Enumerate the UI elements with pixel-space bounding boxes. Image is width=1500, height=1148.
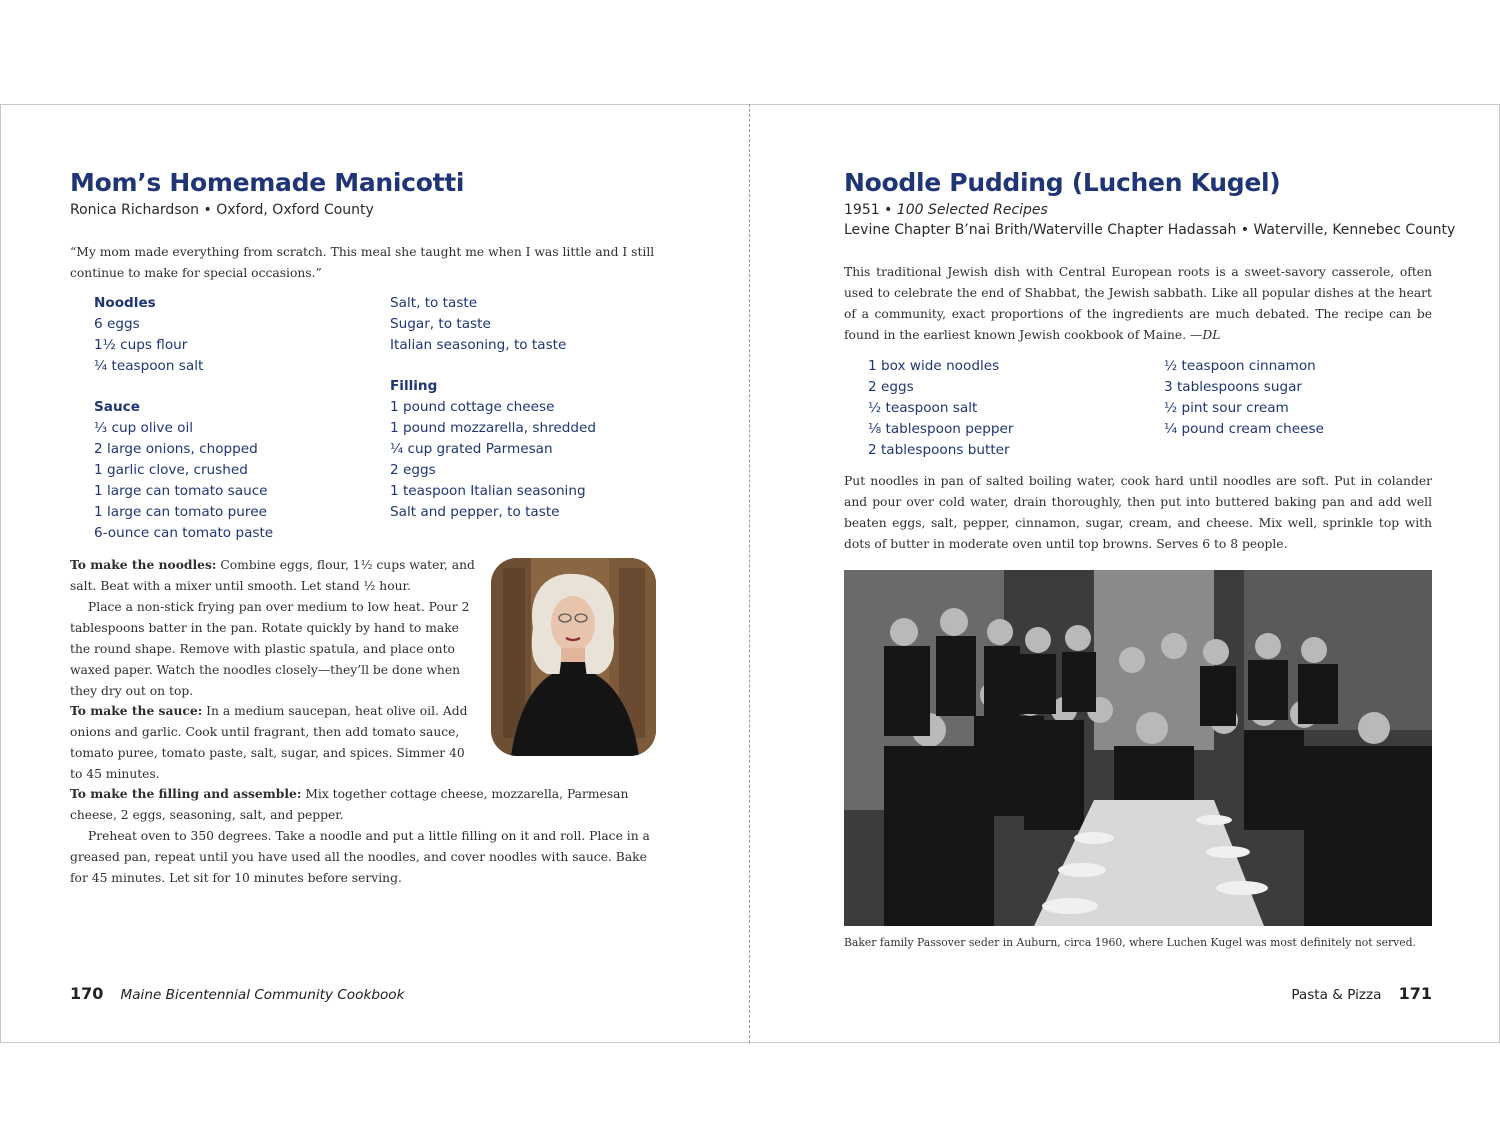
step-filling: To make the filling and assemble: Mix together cottage cheese, mozzarella, Parmesan cheese, 2 eggs, seasoning, salt, and pepper. Preheat oven to 350 degrees. Take a noodle and put a little filling on it and roll. Place in a greased pan, repeat until you have used all the noodles, and cover noodles with sauce. Bake for 45 minutes. Let sit for 10 minutes before serving. <box>70 786 650 885</box>
ingredient-item: ⅛ tablespoon pepper <box>868 421 1014 437</box>
ingredient-item: 1 large can tomato sauce <box>94 483 268 499</box>
sauce-heading: Sauce <box>94 399 140 415</box>
left-page <box>70 104 658 1043</box>
step-noodles: To make the noodles: Combine eggs, flour, 1½ cups water, and salt. Beat with a mixer until smooth. Let stand ½ hour. Place a non-stick frying pan over medium to low heat. Pour 2 tablespoons batter in the pan. Rotate quickly by hand to make the round shape. Remove with plastic spatula, and place onto waxed paper. Watch the noodles closely—they’ll be done when they dry out on top. <box>70 557 475 698</box>
source-title: 100 Selected Recipes <box>896 202 1048 218</box>
recipe-source: 1951 • 100 Selected Recipes <box>844 202 1048 218</box>
section-name: Pasta & Pizza <box>1291 987 1382 1003</box>
ingredient-item: Italian seasoning, to taste <box>390 337 567 353</box>
recipe-byline: Ronica Richardson • Oxford, Oxford County <box>70 202 374 218</box>
ingredients-col-1 <box>94 293 273 544</box>
ingredient-item: 2 eggs <box>868 379 914 395</box>
step-sauce: To make the sauce: In a medium saucepan, heat olive oil. Add onions and garlic. Cook until fragrant, then add tomato sauce, tomato puree, tomato paste, salt, sugar, and spices. Simmer 40 to 45 minutes. <box>70 703 468 781</box>
ingredient-item: ¼ cup grated Parmesan <box>390 441 553 457</box>
ingredients-col-2 <box>1164 356 1324 440</box>
recipe-method: Put noodles in pan of salted boiling water, cook hard until noodles are soft. Put in colander and pour over cold water, drain thoroughly, then put into buttered baking pan and add well beaten eggs, salt, pepper, cinnamon, sugar, cream, and cheese. Mix well, sprinkle top with dots of butter in moderate oven until top browns. Serves 6 to 8 people. <box>844 474 1432 551</box>
ingredient-item: ½ pint sour cream <box>1164 400 1289 416</box>
right-footer <box>1291 984 1432 1003</box>
ingredients-col-2 <box>390 293 596 523</box>
ingredient-item: Sugar, to taste <box>390 316 491 332</box>
noodles-heading: Noodles <box>94 295 156 311</box>
step-label: To make the noodles: <box>70 557 217 572</box>
intro-signature: —DL <box>1190 328 1221 342</box>
ingredient-item: ¼ pound cream cheese <box>1164 421 1324 437</box>
page-number: 170 <box>70 984 104 1003</box>
right-page <box>844 104 1456 1043</box>
ingredients-col-1 <box>868 356 1013 461</box>
recipe-intro: This traditional Jewish dish with Central European roots is a sweet-savory casserole, often used to celebrate the end of Shabbat, the Jewish sabbath. Like all popular dishes at the heart of a community, exact proportions of the ingredients are much debated. The recipe can be found in the earliest known Jewish cookbook of Maine. —DL <box>844 265 1432 342</box>
ingredient-item: 1 box wide noodles <box>868 358 1000 374</box>
recipe-source-org: Levine Chapter B’nai Brith/Waterville Chapter Hadassah • Waterville, Kennebec County <box>844 222 1456 238</box>
ingredient-item: 3 tablespoons sugar <box>1164 379 1303 395</box>
ingredient-item: 1 pound mozzarella, shredded <box>390 420 597 436</box>
ingredient-item: 1½ cups flour <box>94 337 188 353</box>
ingredient-item: 2 tablespoons butter <box>868 442 1010 458</box>
page-number: 171 <box>1398 984 1432 1003</box>
ingredient-item: Salt and pepper, to taste <box>390 504 560 520</box>
book-title: Maine Bicentennial Community Cookbook <box>120 987 405 1003</box>
ingredient-item: 1 garlic clove, crushed <box>94 462 248 478</box>
recipe-title: Noodle Pudding (Luchen Kugel) <box>844 168 1281 197</box>
left-footer <box>70 984 404 1003</box>
ingredient-item: ½ teaspoon cinnamon <box>1164 358 1316 374</box>
recipe-quote: “My mom made everything from scratch. This meal she taught me when I was little and I still continue to make for special occasions.” <box>70 245 655 280</box>
step-label: To make the filling and assemble: <box>70 786 302 801</box>
filling-heading: Filling <box>390 378 438 394</box>
ingredient-item: ¼ teaspoon salt <box>94 358 204 374</box>
step-label: To make the sauce: <box>70 703 203 718</box>
ingredient-item: 1 pound cottage cheese <box>390 399 555 415</box>
historical-photo <box>844 570 1432 926</box>
contributor-portrait <box>491 558 656 756</box>
ingredient-item: 6-ounce can tomato paste <box>94 525 274 541</box>
photo-caption: Baker family Passover seder in Auburn, circa 1960, where Luchen Kugel was most definitely not served. <box>844 936 1416 949</box>
ingredient-item: 6 eggs <box>94 316 140 332</box>
ingredient-item: ½ teaspoon salt <box>868 400 978 416</box>
ingredient-item: 1 teaspoon Italian seasoning <box>390 483 586 499</box>
ingredient-item: Salt, to taste <box>390 295 478 311</box>
ingredient-item: 1 large can tomato puree <box>94 504 267 520</box>
ingredient-item: 2 large onions, chopped <box>94 441 258 457</box>
page-gutter <box>749 104 750 1043</box>
recipe-title: Mom’s Homemade Manicotti <box>70 168 465 197</box>
ingredient-item: ⅓ cup olive oil <box>94 420 194 436</box>
ingredient-item: 2 eggs <box>390 462 436 478</box>
